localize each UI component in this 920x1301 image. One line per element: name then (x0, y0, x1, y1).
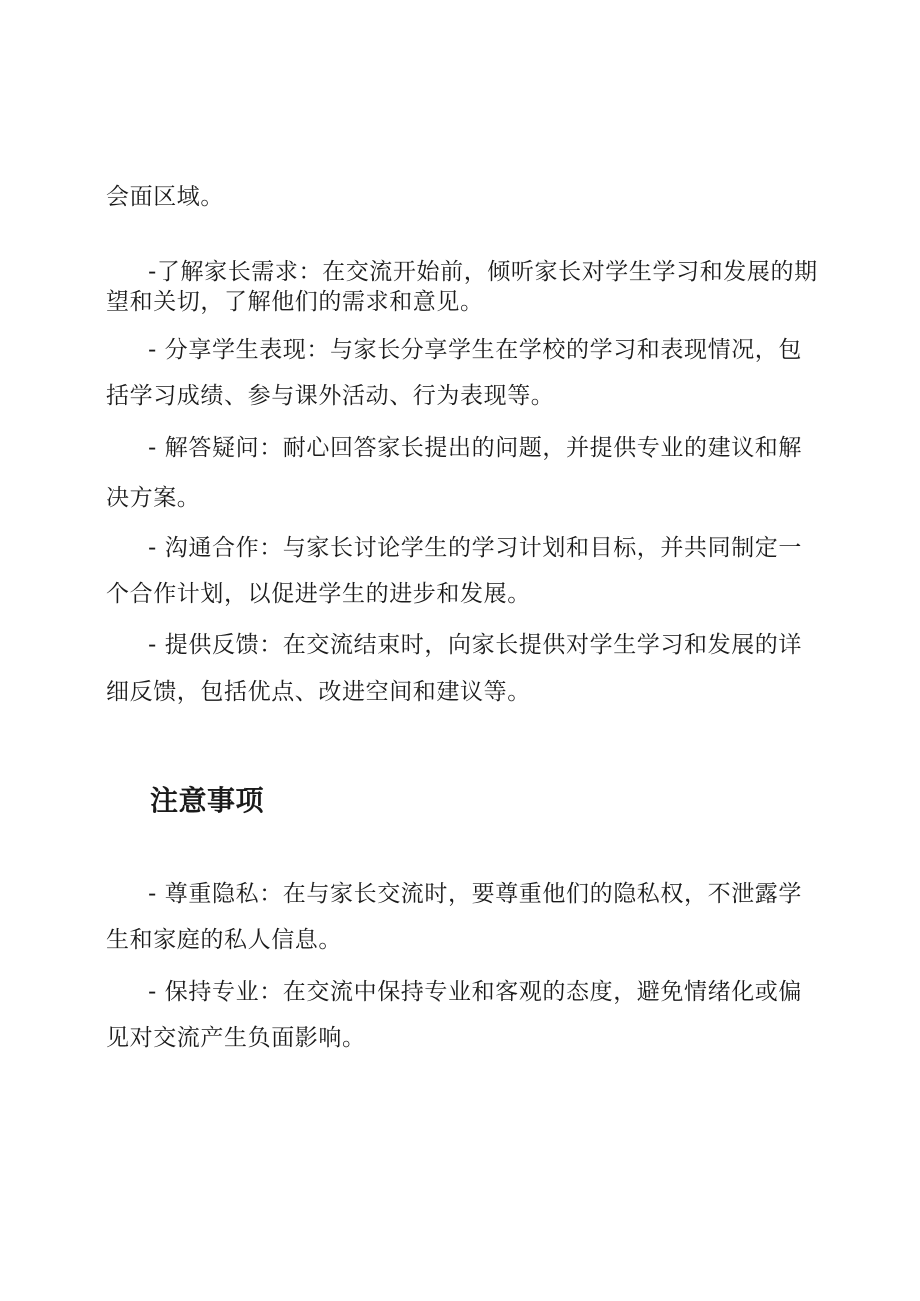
item-line-2: 见对交流产生负面影响。 (106, 1025, 366, 1051)
item-line-1: - 解答疑问：耐心回答家长提出的问题，并提供专业的建议和解 (148, 435, 803, 461)
section-heading: 注意事项 (150, 784, 265, 817)
item-line-1: - 分享学生表现：与家长分享学生在学校的学习和表现情况，包 (148, 337, 803, 363)
item-line-1: - 提供反馈：在交流结束时，向家长提供对学生学习和发展的详 (148, 632, 803, 658)
item-line-2: 生和家庭的私人信息。 (106, 927, 342, 953)
item-line-1: -了解家长需求：在交流开始前，倾听家长对学生学习和发展的期 (148, 259, 818, 285)
item-line-2: 望和关切，了解他们的需求和意见。 (106, 289, 484, 315)
item-line-2: 括学习成绩、参与课外活动、行为表现等。 (106, 383, 555, 409)
continuation-text: 会面区域。 (106, 184, 224, 210)
item-line-2: 细反馈，包括优点、改进空间和建议等。 (106, 679, 531, 705)
item-line-1: - 尊重隐私：在与家长交流时，要尊重他们的隐私权，不泄露学 (148, 881, 803, 907)
item-line-1: - 沟通合作：与家长讨论学生的学习计划和目标，并共同制定一 (148, 535, 803, 561)
item-line-1: - 保持专业：在交流中保持专业和客观的态度，避免情绪化或偏 (148, 979, 803, 1005)
item-line-2: 决方案。 (106, 485, 201, 511)
item-line-2: 个合作计划，以促进学生的进步和发展。 (106, 581, 531, 607)
